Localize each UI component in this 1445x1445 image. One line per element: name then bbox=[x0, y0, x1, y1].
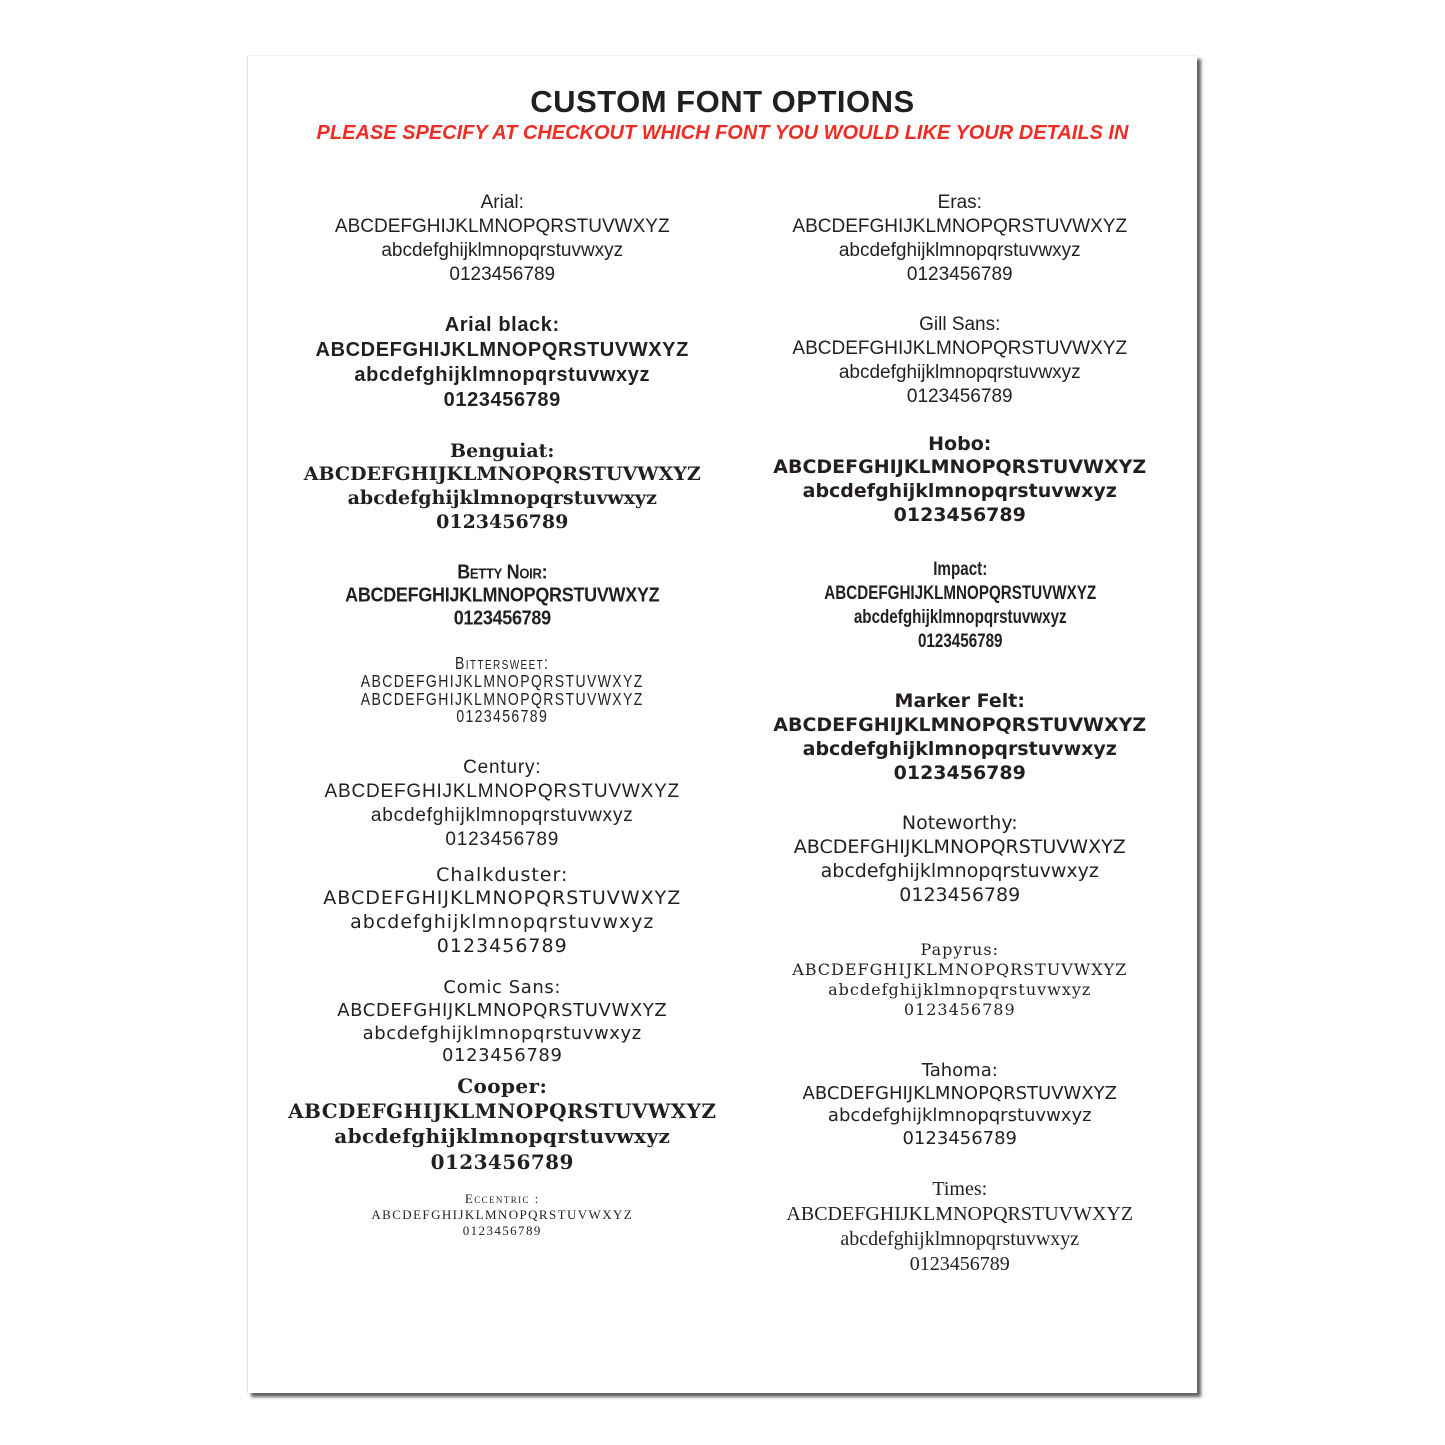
digits-line: 0123456789 bbox=[906, 263, 1013, 285]
digits-line: 0123456789 bbox=[430, 1149, 574, 1174]
font-name: Eras: bbox=[937, 192, 982, 213]
font-name: Century: bbox=[463, 756, 542, 778]
uppercase-line: ABCDEFGHIJKLMNOPQRSTUVWXYZ bbox=[323, 887, 682, 910]
font-name: Times: bbox=[932, 1177, 988, 1200]
uppercase-line: ABCDEFGHIJKLMNOPQRSTUVWXYZ bbox=[792, 337, 1128, 359]
lowercase-line: abcdefghijklmnopqrstuvwxyz bbox=[838, 361, 1081, 383]
lowercase-line: abcdefghijklmnopqrstuvwxyz bbox=[381, 239, 624, 261]
digits-line: 0123456789 bbox=[906, 385, 1013, 407]
uppercase-line: ABCDEFGHIJKLMNOPQRSTUVWXYZ bbox=[786, 1203, 1134, 1225]
font-name: Benguiat: bbox=[450, 439, 555, 462]
font-columns bbox=[248, 191, 1197, 1304]
font-sample-gill-sans bbox=[723, 313, 1198, 409]
digits-line: 0123456789 bbox=[909, 1253, 1010, 1276]
lowercase-line: abcdefghijklmnopqrstuvwxyz bbox=[827, 1105, 1092, 1127]
digits-line: 0123456789 bbox=[902, 1128, 1018, 1150]
lowercase-line: abcdefghijklmnopqrstuvwxyz bbox=[347, 487, 657, 510]
lowercase-line: abcdefghijklmnopqrstuvwxyz bbox=[853, 607, 1067, 629]
lowercase-line: abcdefghijklmnopqrstuvwxyz bbox=[334, 1124, 671, 1149]
font-name: Arial: bbox=[480, 192, 524, 213]
uppercase-line: ABCDEFGHIJKLMNOPQRSTUVWXYZ bbox=[773, 713, 1147, 736]
font-name: Eccentric : bbox=[464, 1190, 540, 1206]
font-sample-comic-sans bbox=[282, 977, 723, 1068]
lowercase-line: abcdefghijklmnopqrstuvwxyz bbox=[802, 737, 1117, 760]
uppercase-line: ABCDEFGHIJKLMNOPQRSTUVWXYZ bbox=[334, 215, 670, 237]
digits-line: 0123456789 bbox=[453, 606, 551, 629]
lowercase-line: abcdefghijklmnopqrstuvwxyz bbox=[820, 859, 1099, 882]
font-name: Chalkduster: bbox=[436, 863, 569, 886]
document-page bbox=[247, 55, 1197, 1393]
font-name: Comic Sans: bbox=[443, 977, 562, 999]
lowercase-line: abcdefghijklmnopqrstuvwxyz bbox=[802, 480, 1117, 503]
font-name: Marker Felt: bbox=[894, 690, 1025, 712]
uppercase-line: ABCDEFGHIJKLMNOPQRSTUVWXYZ bbox=[337, 999, 668, 1021]
uppercase-line: ABCDEFGHIJKLMNOPQRSTUVWXYZ bbox=[371, 1207, 634, 1223]
left-column bbox=[248, 191, 723, 1304]
lowercase-line: abcdefghijklmnopqrstuvwxyz bbox=[370, 804, 634, 826]
uppercase-line: ABCDEFGHIJKLMNOPQRSTUVWXYZ bbox=[793, 835, 1126, 858]
uppercase-line: ABCDEFGHIJKLMNOPQRSTUVWXYZ bbox=[360, 670, 644, 691]
font-sample-eras bbox=[723, 191, 1198, 287]
digits-line: 0123456789 bbox=[456, 705, 549, 726]
font-sample-cooper bbox=[282, 1074, 723, 1175]
uppercase-line: ABCDEFGHIJKLMNOPQRSTUVWXYZ bbox=[792, 215, 1128, 237]
uppercase-line: ABCDEFGHIJKLMNOPQRSTUVWXYZ bbox=[802, 1082, 1117, 1104]
font-sample-arial bbox=[282, 191, 723, 287]
right-column bbox=[723, 191, 1198, 1304]
font-sample-century bbox=[282, 756, 723, 852]
font-name: Tahoma: bbox=[921, 1060, 998, 1082]
digits-line: 0123456789 bbox=[436, 935, 568, 958]
digits-line: 0123456789 bbox=[917, 631, 1003, 653]
font-name: Gill Sans: bbox=[919, 313, 1001, 335]
font-sample-chalkduster bbox=[282, 864, 723, 960]
page-title: CUSTOM FONT OPTIONS bbox=[530, 84, 915, 119]
font-sample-noteworthy bbox=[723, 812, 1198, 908]
lowercase-line: abcdefghijklmnopqrstuvwxyz bbox=[350, 911, 655, 934]
font-name: Betty Noir: bbox=[457, 561, 548, 584]
font-sample-impact bbox=[723, 558, 1198, 654]
digits-line: 0123456789 bbox=[441, 1045, 563, 1067]
uppercase-line: ABCDEFGHIJKLMNOPQRSTUVWXYZ bbox=[315, 338, 689, 361]
uppercase-line: ABCDEFGHIJKLMNOPQRSTUVWXYZ bbox=[324, 780, 680, 802]
digits-line: 0123456789 bbox=[893, 504, 1026, 527]
uppercase-line: ABCDEFGHIJKLMNOPQRSTUVWXYZ bbox=[288, 1099, 717, 1124]
font-sample-marker-felt bbox=[723, 690, 1198, 786]
uppercase-line: ABCDEFGHIJKLMNOPQRSTUVWXYZ bbox=[345, 583, 660, 607]
uppercase-line: ABCDEFGHIJKLMNOPQRSTUVWXYZ bbox=[773, 456, 1147, 479]
font-sample-papyrus bbox=[723, 940, 1198, 1021]
font-sample-benguiat bbox=[282, 440, 723, 536]
digits-line: 0123456789 bbox=[903, 999, 1016, 1019]
font-name: Noteworthy: bbox=[901, 811, 1018, 834]
lowercase-line: abcdefghijklmnopqrstuvwxyz bbox=[838, 239, 1081, 261]
uppercase-line: ABCDEFGHIJKLMNOPQRSTUVWXYZ bbox=[303, 463, 701, 486]
lowercase-line: abcdefghijklmnopqrstuvwxyz bbox=[828, 979, 1092, 999]
font-sample-hobo bbox=[723, 433, 1198, 529]
digits-line: 0123456789 bbox=[443, 389, 561, 412]
font-name: Impact: bbox=[932, 559, 987, 581]
page-subtitle: PLEASE SPECIFY AT CHECKOUT WHICH FONT YOU WOULD LIKE YOUR DETAILS IN bbox=[316, 122, 1129, 144]
digits-line: 0123456789 bbox=[445, 828, 560, 850]
font-sample-tahoma bbox=[723, 1060, 1198, 1151]
font-name: Hobo: bbox=[928, 432, 992, 455]
font-sample-times bbox=[723, 1177, 1198, 1278]
font-sample-betty-noir bbox=[282, 561, 723, 629]
font-name: Papyrus: bbox=[920, 939, 999, 959]
font-name: Bittersweet: bbox=[455, 653, 550, 674]
digits-line: 0123456789 bbox=[462, 1223, 542, 1239]
uppercase-line: ABCDEFGHIJKLMNOPQRSTUVWXYZ bbox=[792, 959, 1128, 979]
lowercase-line: abcdefghijklmnopqrstuvwxyz bbox=[840, 1228, 1080, 1251]
lowercase-line: abcdefghijklmnopqrstuvwxyz bbox=[362, 1022, 642, 1044]
uppercase-line: ABCDEFGHIJKLMNOPQRSTUVWXYZ bbox=[823, 583, 1096, 605]
font-sample-arial-black bbox=[282, 313, 723, 414]
digits-line: 0123456789 bbox=[893, 761, 1026, 784]
font-name: Arial black: bbox=[444, 313, 560, 336]
font-name: Cooper: bbox=[457, 1073, 548, 1098]
lowercase-line: abcdefghijklmnopqrstuvwxyz bbox=[354, 364, 651, 387]
digits-line: 0123456789 bbox=[899, 883, 1021, 906]
smallcaps-line: ABCDEFGHIJKLMNOPQRSTUVWXYZ bbox=[360, 688, 644, 709]
font-sample-bittersweet bbox=[282, 655, 723, 726]
digits-line: 0123456789 bbox=[436, 511, 569, 534]
digits-line: 0123456789 bbox=[449, 263, 556, 285]
font-sample-eccentric bbox=[282, 1191, 723, 1240]
